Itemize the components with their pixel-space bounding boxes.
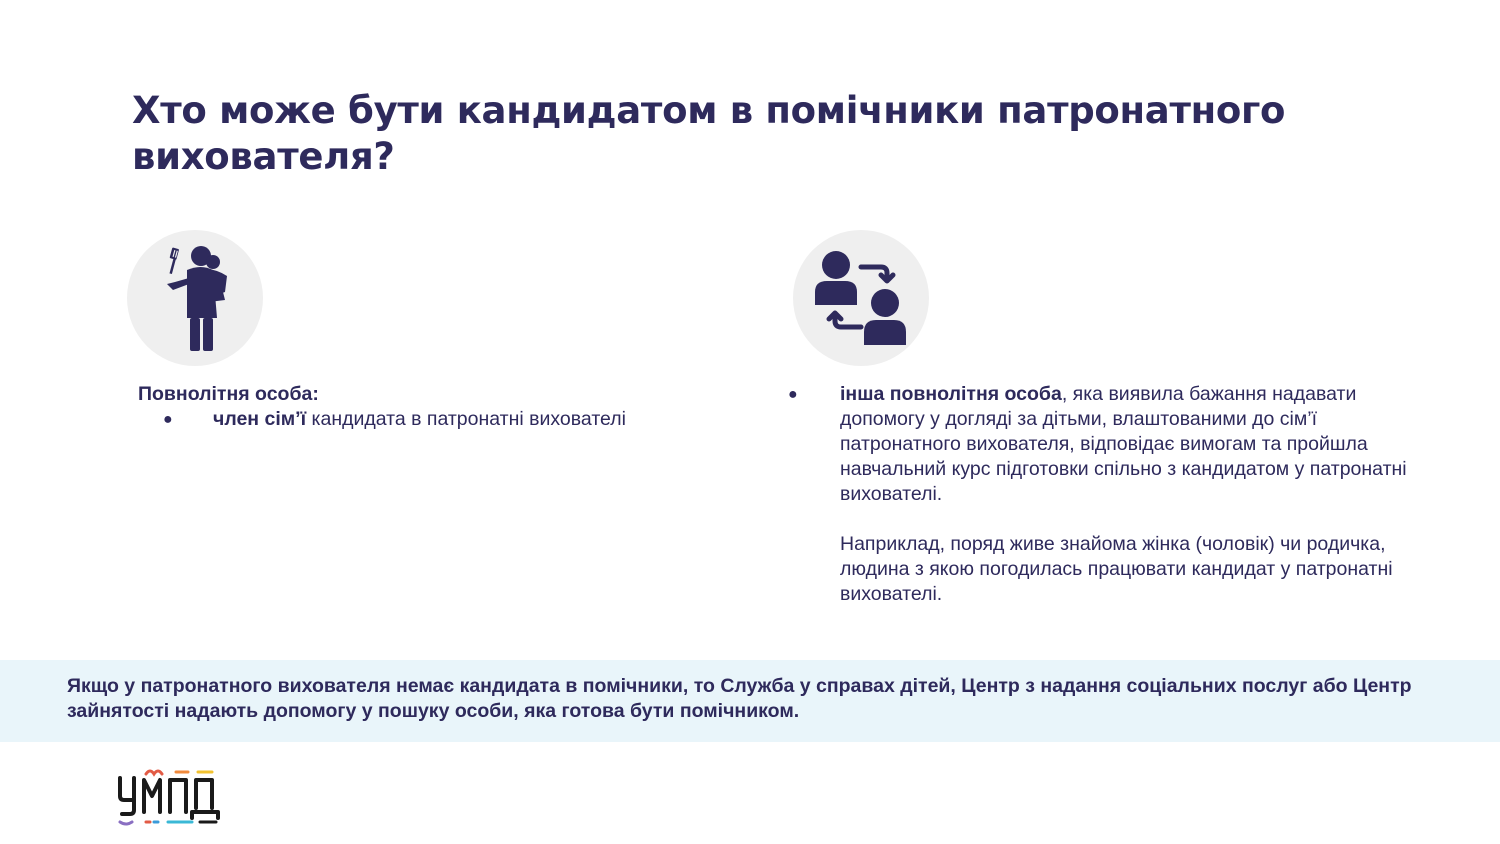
bullet-icon: ● — [163, 411, 173, 428]
left-bullet-text: кандидата в патронатні вихователі — [306, 408, 626, 430]
left-heading: Повнолітня особа: — [138, 383, 319, 405]
left-text-block — [138, 382, 698, 432]
right-text-block — [840, 382, 1440, 607]
bullet-icon: ● — [788, 386, 798, 403]
left-bullet-bold: член сім’ї — [213, 408, 307, 430]
right-example-text: Наприклад, поряд живе знайома жінка (чоловік) чи родичка, людина з якою погодилась працювати кандидат у патронатні вихователі. — [840, 533, 1393, 605]
umpd-logo — [116, 766, 222, 828]
right-bullet — [840, 382, 1440, 507]
page-title: Хто може бути кандидатом в помічники патронатного вихователя? — [132, 89, 1286, 178]
info-banner-text: Якщо у патронатного вихователя немає кандидата в помічники, то Служба у справах дітей, Центр з надання соціальних послуг або Центр зайнятості надають допомогу у пошуку особи, яка готова бути помічником. — [67, 675, 1412, 722]
right-bullet-text: , яка виявила бажання надавати допомогу у догляді за дітьми, влаштованими до сім’ї патронатного вихователя, відповідає вимогам та пройшла навчальний курс підготовки спільно з кандидатом у патронатні вихователі. — [840, 383, 1407, 505]
right-bullet-bold: інша повнолітня особа — [840, 383, 1062, 405]
parent-with-child-icon — [127, 230, 263, 366]
people-exchange-icon — [793, 230, 929, 366]
left-bullet — [138, 407, 698, 432]
